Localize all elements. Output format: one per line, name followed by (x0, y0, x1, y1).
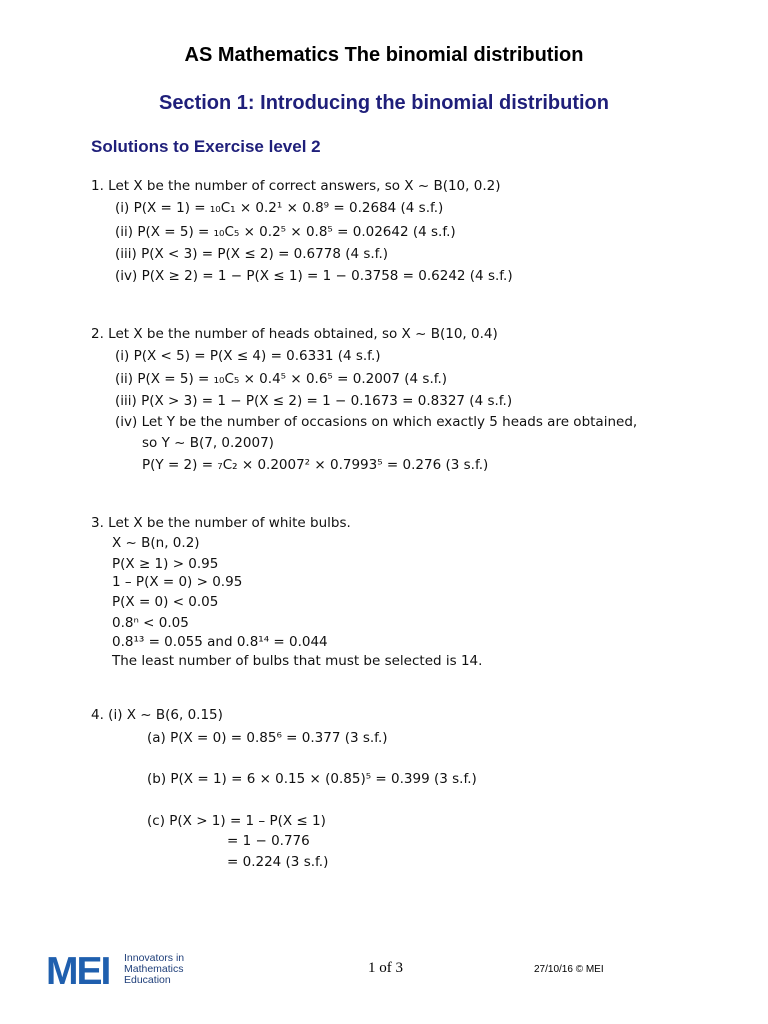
q3-line-5: 0.8ⁿ < 0.05 (112, 615, 189, 631)
logo-line-1: Innovators in (124, 952, 185, 964)
mei-logo-mark: MEI (46, 950, 110, 993)
q3-line-1: X ~ B(n, 0.2) (112, 535, 200, 551)
logo-line-2: Mathematics (124, 963, 184, 975)
q4-part-b: (b) P(X = 1) = 6 × 0.15 × (0.85)⁵ = 0.399 (3 s.f.) (147, 771, 477, 787)
q2-part-iv: (iv) Let Y be the number of occasions on which exactly 5 heads are obtained, (115, 414, 638, 430)
q1-part-ii: (ii) P(X = 5) = ₁₀C₅ × 0.2⁵ × 0.8⁵ = 0.02642 (4 s.f.) (115, 224, 456, 240)
logo-line-3: Education (124, 974, 171, 986)
q2-part-iv-result: P(Y = 2) = ₇C₂ × 0.2007² × 0.7993⁵ = 0.276 (3 s.f.) (142, 457, 489, 473)
q3-line-2: P(X ≥ 1) > 0.95 (112, 556, 219, 572)
q1-part-i: (i) P(X = 1) = ₁₀C₁ × 0.2¹ × 0.8⁹ = 0.2684 (4 s.f.) (115, 200, 444, 216)
q2-part-iii: (iii) P(X > 3) = 1 − P(X ≤ 2) = 1 − 0.1673 = 0.8327 (4 s.f.) (115, 393, 513, 409)
q4-intro: 4. (i) X ~ B(6, 0.15) (91, 707, 223, 723)
document-title: AS Mathematics The binomial distribution (184, 44, 584, 66)
q4-part-c-result: = 0.224 (3 s.f.) (227, 854, 329, 870)
q2-intro: 2. Let X be the number of heads obtained, so X ~ B(10, 0.4) (91, 326, 498, 342)
q3-line-4: P(X = 0) < 0.05 (112, 594, 219, 610)
page-number: 1 of 3 (368, 960, 403, 976)
q4-part-a: (a) P(X = 0) = 0.85⁶ = 0.377 (3 s.f.) (147, 730, 388, 746)
q3-line-6: 0.8¹³ = 0.055 and 0.8¹⁴ = 0.044 (112, 634, 328, 650)
exercise-subtitle: Solutions to Exercise level 2 (91, 137, 321, 156)
q2-part-iv-dist: so Y ~ B(7, 0.2007) (142, 435, 274, 451)
q2-part-i: (i) P(X < 5) = P(X ≤ 4) = 0.6331 (4 s.f.) (115, 348, 381, 364)
q3-line-3: 1 – P(X = 0) > 0.95 (112, 574, 243, 590)
mei-logo-text (124, 953, 224, 986)
q1-part-iii: (iii) P(X < 3) = P(X ≤ 2) = 0.6778 (4 s.f.) (115, 246, 389, 262)
q4-part-c-step: = 1 − 0.776 (227, 833, 310, 849)
mei-logo (46, 952, 246, 992)
q1-intro: 1. Let X be the number of correct answers, so X ~ B(10, 0.2) (91, 178, 501, 194)
q3-conclusion: The least number of bulbs that must be selected is 14. (112, 653, 483, 669)
q1-part-iv: (iv) P(X ≥ 2) = 1 − P(X ≤ 1) = 1 − 0.3758 = 0.6242 (4 s.f.) (115, 268, 513, 284)
section-title: Section 1: Introducing the binomial distribution (159, 92, 609, 114)
q2-part-ii: (ii) P(X = 5) = ₁₀C₅ × 0.4⁵ × 0.6⁵ = 0.2007 (4 s.f.) (115, 371, 448, 387)
q4-part-c: (c) P(X > 1) = 1 – P(X ≤ 1) (147, 813, 326, 829)
q3-intro: 3. Let X be the number of white bulbs. (91, 515, 351, 531)
footer-date: 27/10/16 © MEI (534, 964, 604, 975)
